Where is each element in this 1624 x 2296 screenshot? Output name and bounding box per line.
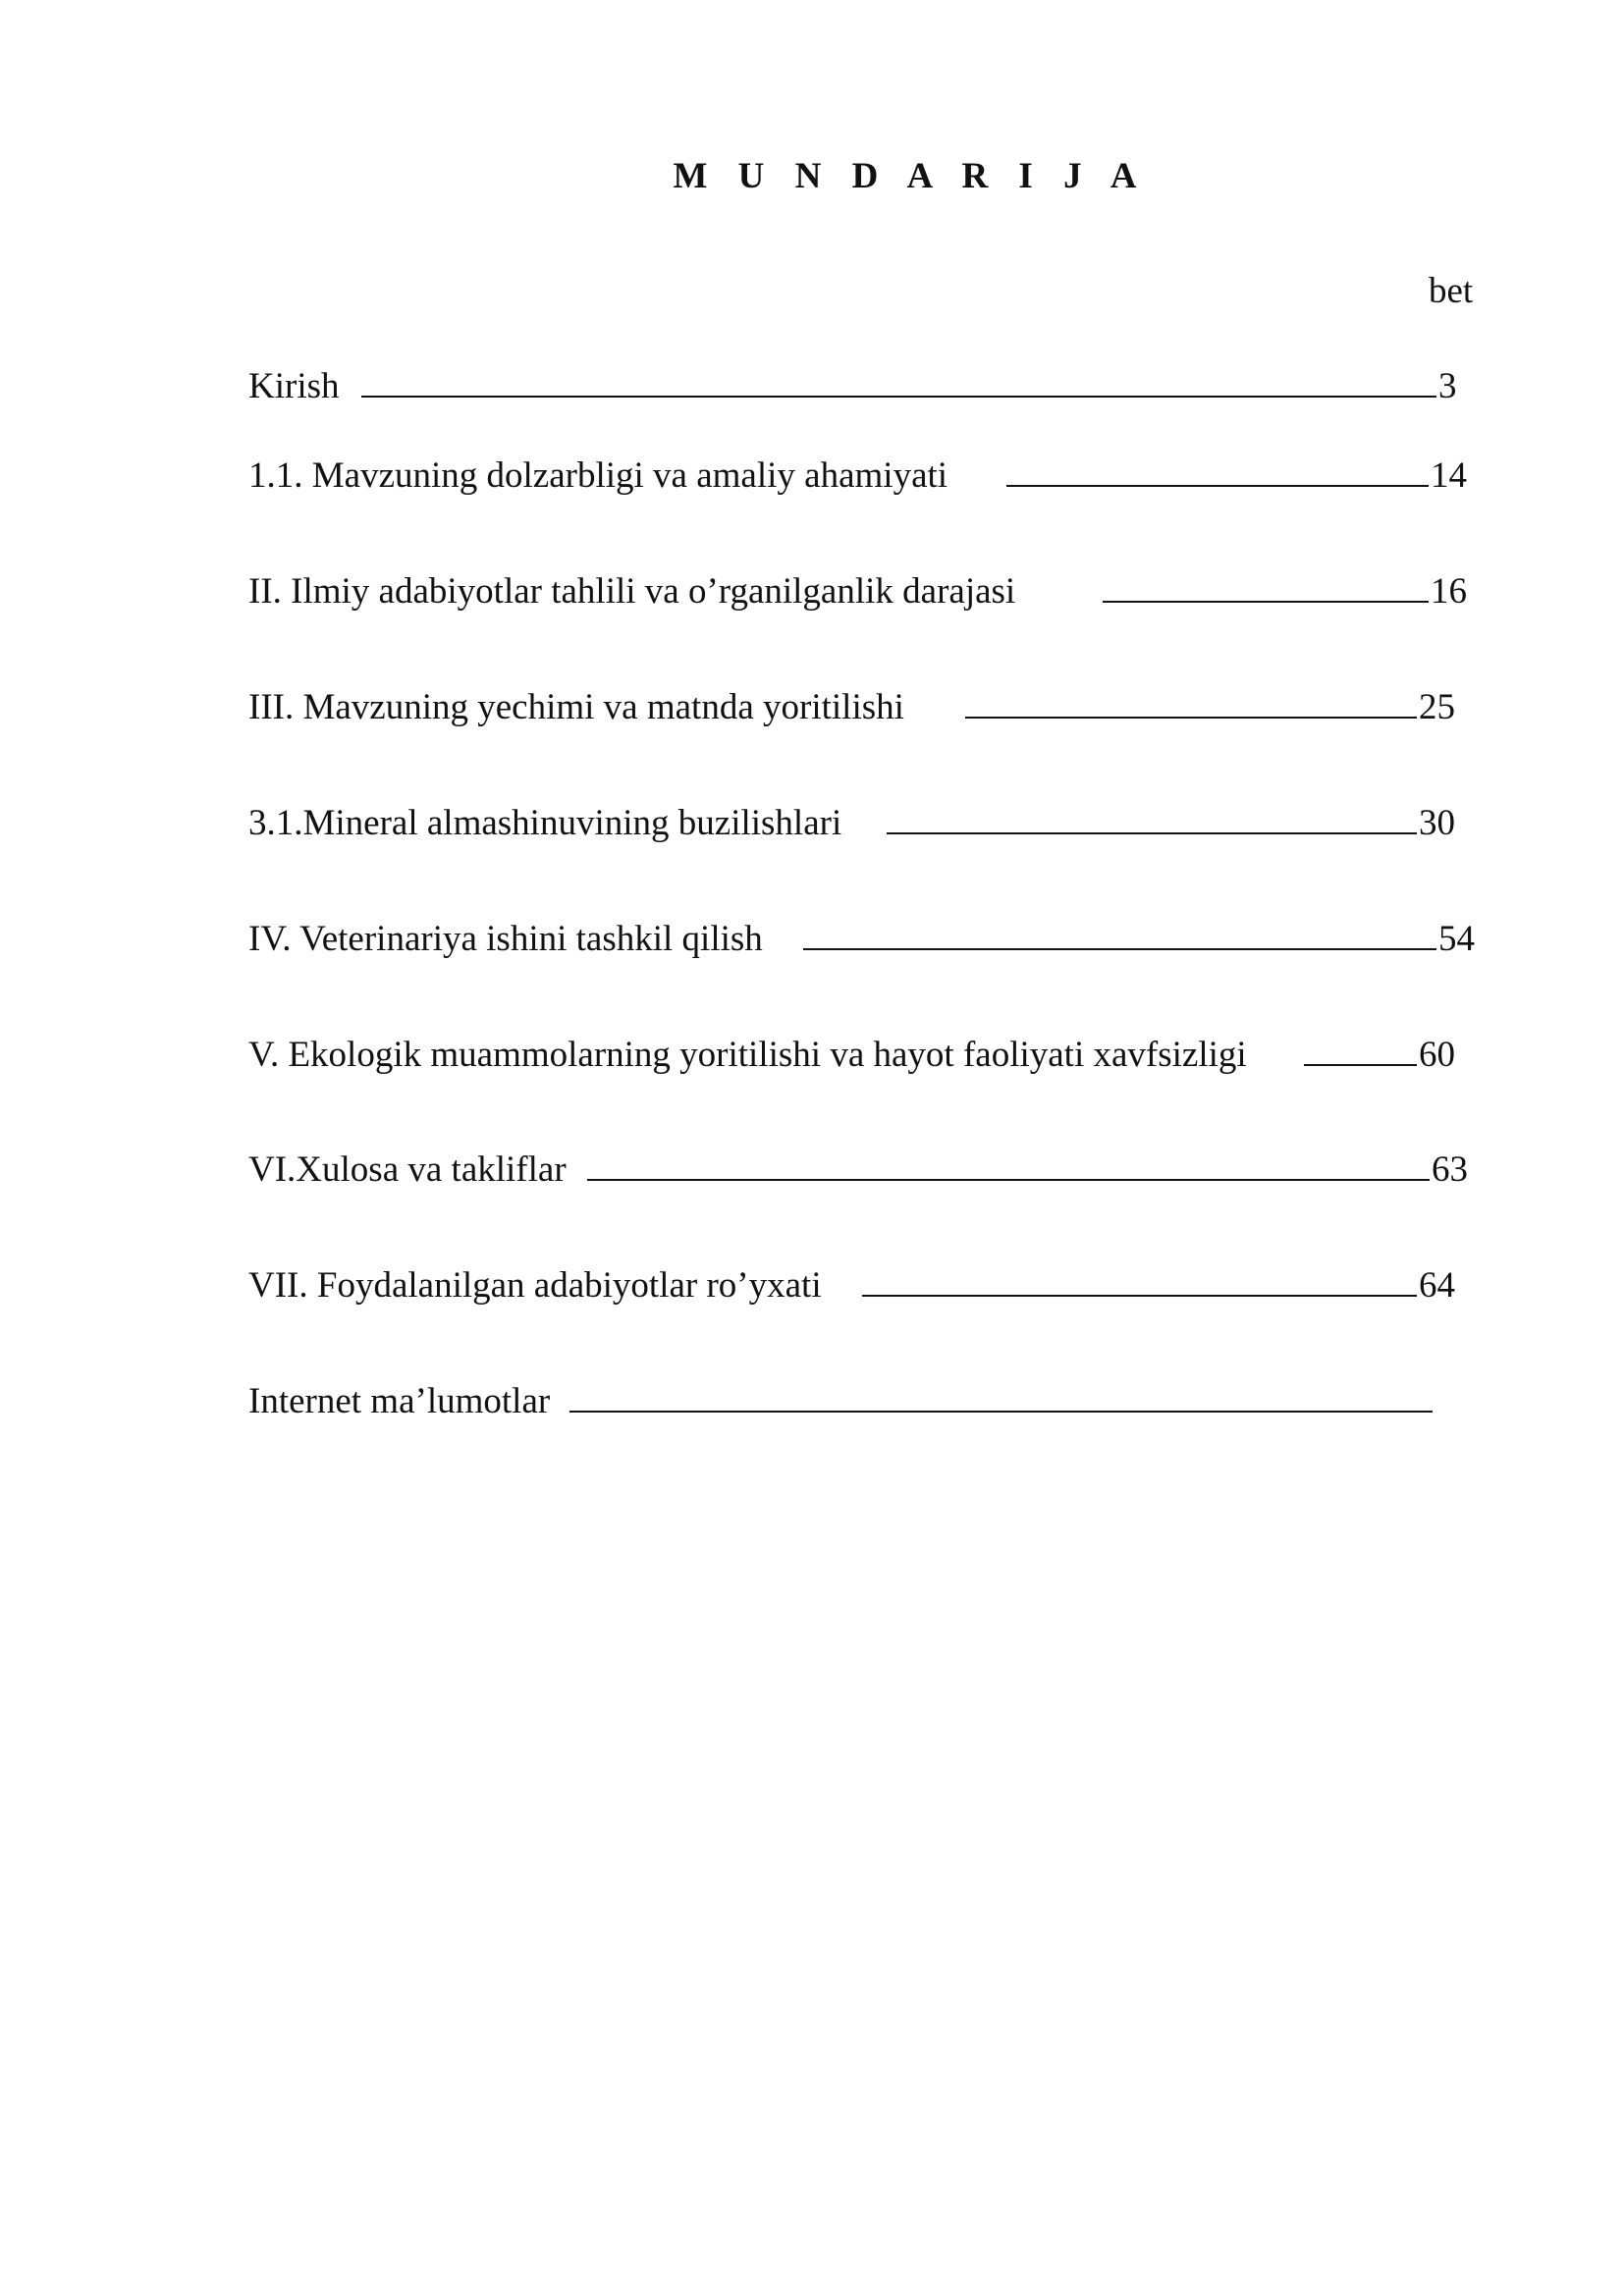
toc-leader-line <box>887 799 1417 834</box>
toc-leader-line <box>1103 567 1429 603</box>
toc-leader-line <box>1006 452 1429 487</box>
toc-leader-line <box>361 362 1436 398</box>
toc-entry-label: VII. Foydalanilgan adabiyotlar ro’yxati <box>248 1265 822 1306</box>
toc-entry <box>248 799 1476 848</box>
toc-entry-page: 3 <box>1438 366 1457 406</box>
toc-entry-page: 16 <box>1431 571 1467 612</box>
toc-entry <box>248 915 1476 964</box>
toc-entry-page: 63 <box>1432 1149 1468 1190</box>
toc-entry-page: 14 <box>1431 455 1467 496</box>
toc-leader-line <box>862 1261 1417 1297</box>
toc-entry-label: VI.Xulosa va takliflar <box>248 1149 567 1190</box>
toc-entry <box>248 683 1476 732</box>
toc-entry-label: II. Ilmiy adabiyotlar tahlili va o’rganilganlik darajasi <box>248 571 1016 612</box>
toc-entry-label: 3.1.Mineral almashinuvining buzilishlari <box>248 803 842 843</box>
page-column-label: bet <box>1429 271 1474 311</box>
toc-entry <box>248 1377 1476 1426</box>
toc-entry-label: V. Ekologik muammolarning yoritilishi va hayot faoliyati xavfsizligi <box>248 1035 1247 1075</box>
toc-entry <box>248 452 1476 501</box>
toc-entry-page: 60 <box>1419 1035 1455 1075</box>
toc-entry <box>248 362 1476 411</box>
toc-entry <box>248 567 1476 616</box>
toc-title: M U N D A R I J A <box>673 156 1148 196</box>
toc-entry-label: Internet ma’lumotlar <box>248 1381 551 1421</box>
toc-entry-page: 30 <box>1419 803 1455 843</box>
toc-entry-label: Kirish <box>248 366 340 406</box>
toc-entry-label: IV. Veterinariya ishini tashkil qilish <box>248 919 763 959</box>
toc-entry <box>248 1031 1476 1080</box>
toc-leader-line <box>569 1377 1433 1413</box>
toc-entry-page: 25 <box>1419 687 1455 727</box>
toc-entry-label: III. Mavzuning yechimi va matnda yoritilishi <box>248 687 904 727</box>
toc-leader-line <box>587 1146 1430 1181</box>
toc-entry <box>248 1146 1476 1195</box>
toc-leader-line <box>803 915 1436 950</box>
toc-leader-line <box>965 683 1417 719</box>
toc-entry-label: 1.1. Mavzuning dolzarbligi va amaliy ahamiyati <box>248 455 948 496</box>
toc-entry <box>248 1261 1476 1310</box>
toc-entry-page: 54 <box>1438 919 1475 959</box>
toc-entry-page: 64 <box>1419 1265 1455 1306</box>
toc-leader-line <box>1304 1031 1417 1066</box>
